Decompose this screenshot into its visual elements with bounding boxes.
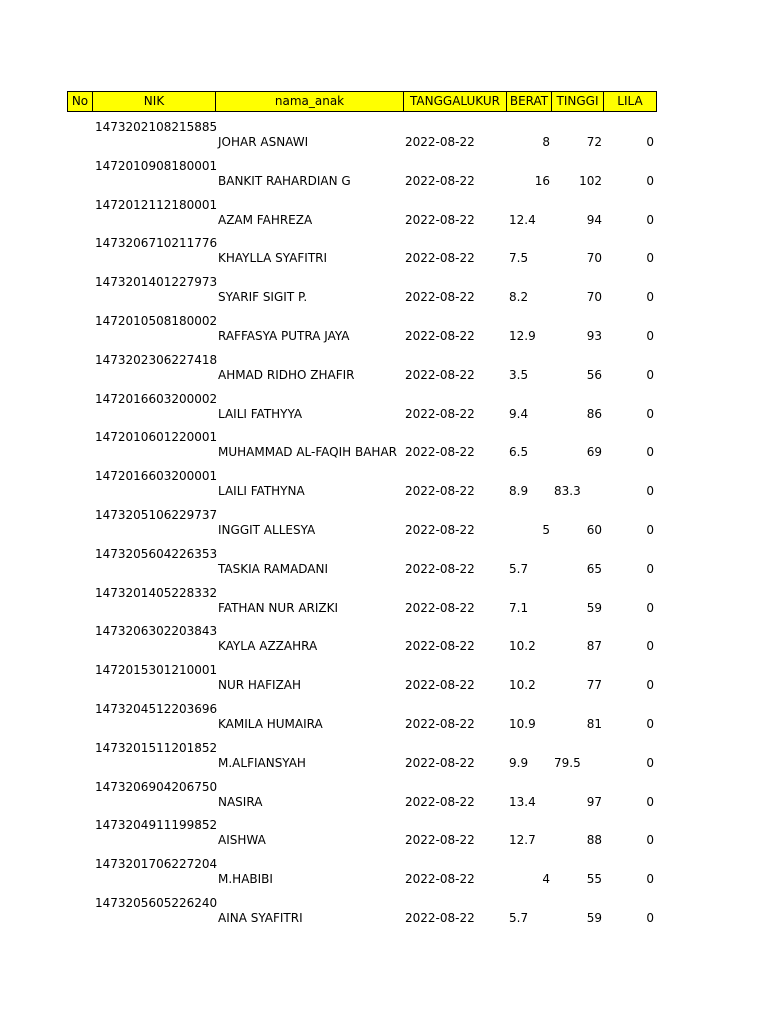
nama-anak-cell: M.HABIBI bbox=[218, 872, 273, 887]
nama-anak-cell: KAYLA AZZAHRA bbox=[218, 639, 318, 654]
lila-cell: 0 bbox=[646, 484, 654, 499]
nik-cell: 1473206302203843 bbox=[95, 624, 218, 639]
nama-anak-cell: KAMILA HUMAIRA bbox=[218, 717, 323, 731]
header-nik: NIK bbox=[92, 91, 216, 112]
berat-cell: 9.4 bbox=[509, 406, 529, 421]
nama-anak-cell: JOHAR ASNAWI bbox=[218, 135, 309, 149]
table-row bbox=[67, 430, 657, 469]
berat-cell: 8.9 bbox=[509, 484, 529, 499]
tinggi-cell: 72 bbox=[586, 135, 602, 149]
tanggalukur-cell: 2022-08-22 bbox=[405, 173, 475, 188]
tanggalukur-cell: 2022-08-22 bbox=[405, 794, 475, 809]
nik-cell: 1473204911199852 bbox=[95, 818, 218, 833]
nik-cell: 1473205106229737 bbox=[95, 508, 218, 522]
nama-anak-cell: KHAYLLA SYAFITRI bbox=[218, 251, 328, 266]
lila-cell: 0 bbox=[646, 367, 654, 382]
table-row bbox=[67, 547, 657, 586]
nik-cell: 1473201511201852 bbox=[95, 740, 218, 755]
table-row bbox=[67, 818, 657, 857]
berat-cell: 3.5 bbox=[509, 367, 529, 382]
tanggalukur-cell: 2022-08-22 bbox=[405, 717, 475, 731]
tanggalukur-cell: 2022-08-22 bbox=[405, 290, 475, 305]
lila-cell: 0 bbox=[646, 173, 654, 188]
berat-cell: 10.2 bbox=[509, 678, 536, 693]
tanggalukur-cell: 2022-08-22 bbox=[405, 329, 475, 343]
tanggalukur-cell: 2022-08-22 bbox=[405, 251, 475, 266]
nik-cell: 1473206904206750 bbox=[95, 779, 218, 794]
tinggi-cell: 102 bbox=[579, 173, 602, 188]
tinggi-cell: 55 bbox=[586, 872, 602, 887]
lila-cell: 0 bbox=[646, 755, 654, 770]
lila-cell: 0 bbox=[646, 212, 654, 227]
lila-cell: 0 bbox=[646, 329, 654, 343]
nama-anak-cell: MUHAMMAD AL-FAQIH BAHAR bbox=[218, 445, 397, 460]
tinggi-cell: 77 bbox=[586, 678, 602, 693]
header-nama-anak: nama_anak bbox=[215, 91, 404, 112]
lila-cell: 0 bbox=[646, 135, 654, 149]
table-row bbox=[67, 663, 657, 702]
tinggi-cell: 83.3 bbox=[554, 484, 581, 499]
lila-cell: 0 bbox=[646, 833, 654, 848]
tinggi-cell: 94 bbox=[586, 212, 602, 227]
lila-cell: 0 bbox=[646, 600, 654, 615]
tinggi-cell: 88 bbox=[586, 833, 602, 848]
tanggalukur-cell: 2022-08-22 bbox=[405, 833, 475, 848]
tanggalukur-cell: 2022-08-22 bbox=[405, 678, 475, 693]
nik-cell: 1472016603200002 bbox=[95, 391, 218, 406]
tinggi-cell: 81 bbox=[586, 717, 602, 731]
table-row bbox=[67, 275, 657, 314]
header-no: No bbox=[67, 91, 93, 112]
berat-cell: 10.2 bbox=[509, 639, 536, 654]
tanggalukur-cell: 2022-08-22 bbox=[405, 484, 475, 499]
tanggalukur-cell: 2022-08-22 bbox=[405, 872, 475, 887]
nama-anak-cell: AINA SYAFITRI bbox=[218, 911, 303, 925]
nik-cell: 1473205605226240 bbox=[95, 896, 218, 910]
tinggi-cell: 69 bbox=[586, 445, 602, 460]
tinggi-cell: 70 bbox=[586, 251, 602, 266]
table-row bbox=[67, 120, 657, 159]
lila-cell: 0 bbox=[646, 523, 654, 537]
berat-cell: 9.9 bbox=[509, 755, 529, 770]
tinggi-cell: 79.5 bbox=[554, 755, 581, 770]
tanggalukur-cell: 2022-08-22 bbox=[405, 639, 475, 654]
tinggi-cell: 87 bbox=[586, 639, 602, 654]
table-row bbox=[67, 896, 657, 935]
tanggalukur-cell: 2022-08-22 bbox=[405, 561, 475, 576]
nama-anak-cell: LAILI FATHYNA bbox=[218, 484, 305, 499]
table-row bbox=[67, 236, 657, 275]
tinggi-cell: 60 bbox=[586, 523, 602, 537]
table-row bbox=[67, 198, 657, 237]
tinggi-cell: 59 bbox=[586, 600, 602, 615]
tinggi-cell: 56 bbox=[586, 367, 602, 382]
lila-cell: 0 bbox=[646, 717, 654, 731]
nik-cell: 1472010508180002 bbox=[95, 314, 218, 328]
berat-cell: 12.4 bbox=[509, 212, 536, 227]
table-row bbox=[67, 586, 657, 625]
tanggalukur-cell: 2022-08-22 bbox=[405, 367, 475, 382]
nik-cell: 1473202108215885 bbox=[95, 120, 218, 134]
table-row bbox=[67, 702, 657, 741]
table-row bbox=[67, 159, 657, 198]
nama-anak-cell: NUR HAFIZAH bbox=[218, 678, 302, 693]
table-row bbox=[67, 624, 657, 663]
tinggi-cell: 97 bbox=[586, 794, 602, 809]
tanggalukur-cell: 2022-08-22 bbox=[405, 600, 475, 615]
nik-cell: 1473202306227418 bbox=[95, 352, 218, 367]
nik-cell: 1472010908180001 bbox=[95, 158, 218, 173]
lila-cell: 0 bbox=[646, 639, 654, 654]
lila-cell: 0 bbox=[646, 251, 654, 266]
berat-cell: 7.1 bbox=[509, 600, 529, 615]
lila-cell: 0 bbox=[646, 290, 654, 305]
nik-cell: 1473206710211776 bbox=[95, 236, 218, 251]
nik-cell: 1472010601220001 bbox=[95, 430, 218, 445]
nik-cell: 1473201401227973 bbox=[95, 275, 218, 290]
table-row bbox=[67, 741, 657, 780]
nama-anak-cell: SYARIF SIGIT P. bbox=[218, 290, 308, 305]
tanggalukur-cell: 2022-08-22 bbox=[405, 755, 475, 770]
header-berat: BERAT bbox=[506, 91, 552, 112]
table-row bbox=[67, 392, 657, 431]
nik-cell: 1473204512203696 bbox=[95, 702, 218, 716]
lila-cell: 0 bbox=[646, 406, 654, 421]
nik-cell: 1473201706227204 bbox=[95, 857, 218, 872]
berat-cell: 13.4 bbox=[509, 794, 536, 809]
lila-cell: 0 bbox=[646, 911, 654, 925]
nama-anak-cell: AZAM FAHREZA bbox=[218, 212, 313, 227]
berat-cell: 12.7 bbox=[509, 833, 536, 848]
tanggalukur-cell: 2022-08-22 bbox=[405, 406, 475, 421]
berat-cell: 4 bbox=[542, 872, 550, 887]
nik-cell: 1472016603200001 bbox=[95, 469, 218, 484]
berat-cell: 16 bbox=[534, 173, 550, 188]
lila-cell: 0 bbox=[646, 678, 654, 693]
table-row bbox=[67, 857, 657, 896]
lila-cell: 0 bbox=[646, 561, 654, 576]
tanggalukur-cell: 2022-08-22 bbox=[405, 523, 475, 537]
tinggi-cell: 93 bbox=[586, 329, 602, 343]
nik-cell: 1473205604226353 bbox=[95, 546, 218, 561]
nama-anak-cell: RAFFASYA PUTRA JAYA bbox=[218, 329, 350, 343]
table-row bbox=[67, 469, 657, 508]
tinggi-cell: 86 bbox=[586, 406, 602, 421]
nama-anak-cell: TASKIA RAMADANI bbox=[218, 561, 329, 576]
nama-anak-cell: AHMAD RIDHO ZHAFIR bbox=[218, 367, 355, 382]
nama-anak-cell: BANKIT RAHARDIAN G bbox=[218, 173, 351, 188]
berat-cell: 10.9 bbox=[509, 717, 536, 731]
tanggalukur-cell: 2022-08-22 bbox=[405, 212, 475, 227]
berat-cell: 12.9 bbox=[509, 329, 536, 343]
header-lila: LILA bbox=[603, 91, 657, 112]
header-tanggalukur: TANGGALUKUR bbox=[403, 91, 507, 112]
nama-anak-cell: LAILI FATHYYA bbox=[218, 406, 303, 421]
header-tinggi: TINGGI bbox=[551, 91, 604, 112]
tanggalukur-cell: 2022-08-22 bbox=[405, 445, 475, 460]
nama-anak-cell: NASIRA bbox=[218, 794, 263, 809]
berat-cell: 8 bbox=[542, 135, 550, 149]
nik-cell: 1472015301210001 bbox=[95, 663, 218, 678]
lila-cell: 0 bbox=[646, 872, 654, 887]
tinggi-cell: 59 bbox=[586, 911, 602, 925]
table-row bbox=[67, 353, 657, 392]
nama-anak-cell: M.ALFIANSYAH bbox=[218, 755, 306, 770]
berat-cell: 8.2 bbox=[509, 290, 529, 305]
nik-cell: 1473201405228332 bbox=[95, 585, 218, 600]
tanggalukur-cell: 2022-08-22 bbox=[405, 911, 475, 925]
berat-cell: 5 bbox=[542, 523, 550, 537]
nama-anak-cell: AISHWA bbox=[218, 833, 266, 848]
lila-cell: 0 bbox=[646, 794, 654, 809]
tinggi-cell: 70 bbox=[586, 290, 602, 305]
berat-cell: 7.5 bbox=[509, 251, 529, 266]
table-row bbox=[67, 314, 657, 353]
berat-cell: 6.5 bbox=[509, 445, 529, 460]
tanggalukur-cell: 2022-08-22 bbox=[405, 135, 475, 149]
berat-cell: 5.7 bbox=[509, 561, 529, 576]
nama-anak-cell: INGGIT ALLESYA bbox=[218, 523, 316, 537]
nik-cell: 1472012112180001 bbox=[95, 197, 218, 212]
table-row bbox=[67, 780, 657, 819]
tinggi-cell: 65 bbox=[586, 561, 602, 576]
nama-anak-cell: FATHAN NUR ARIZKI bbox=[218, 600, 339, 615]
lila-cell: 0 bbox=[646, 445, 654, 460]
berat-cell: 5.7 bbox=[509, 911, 529, 925]
table-row bbox=[67, 508, 657, 547]
